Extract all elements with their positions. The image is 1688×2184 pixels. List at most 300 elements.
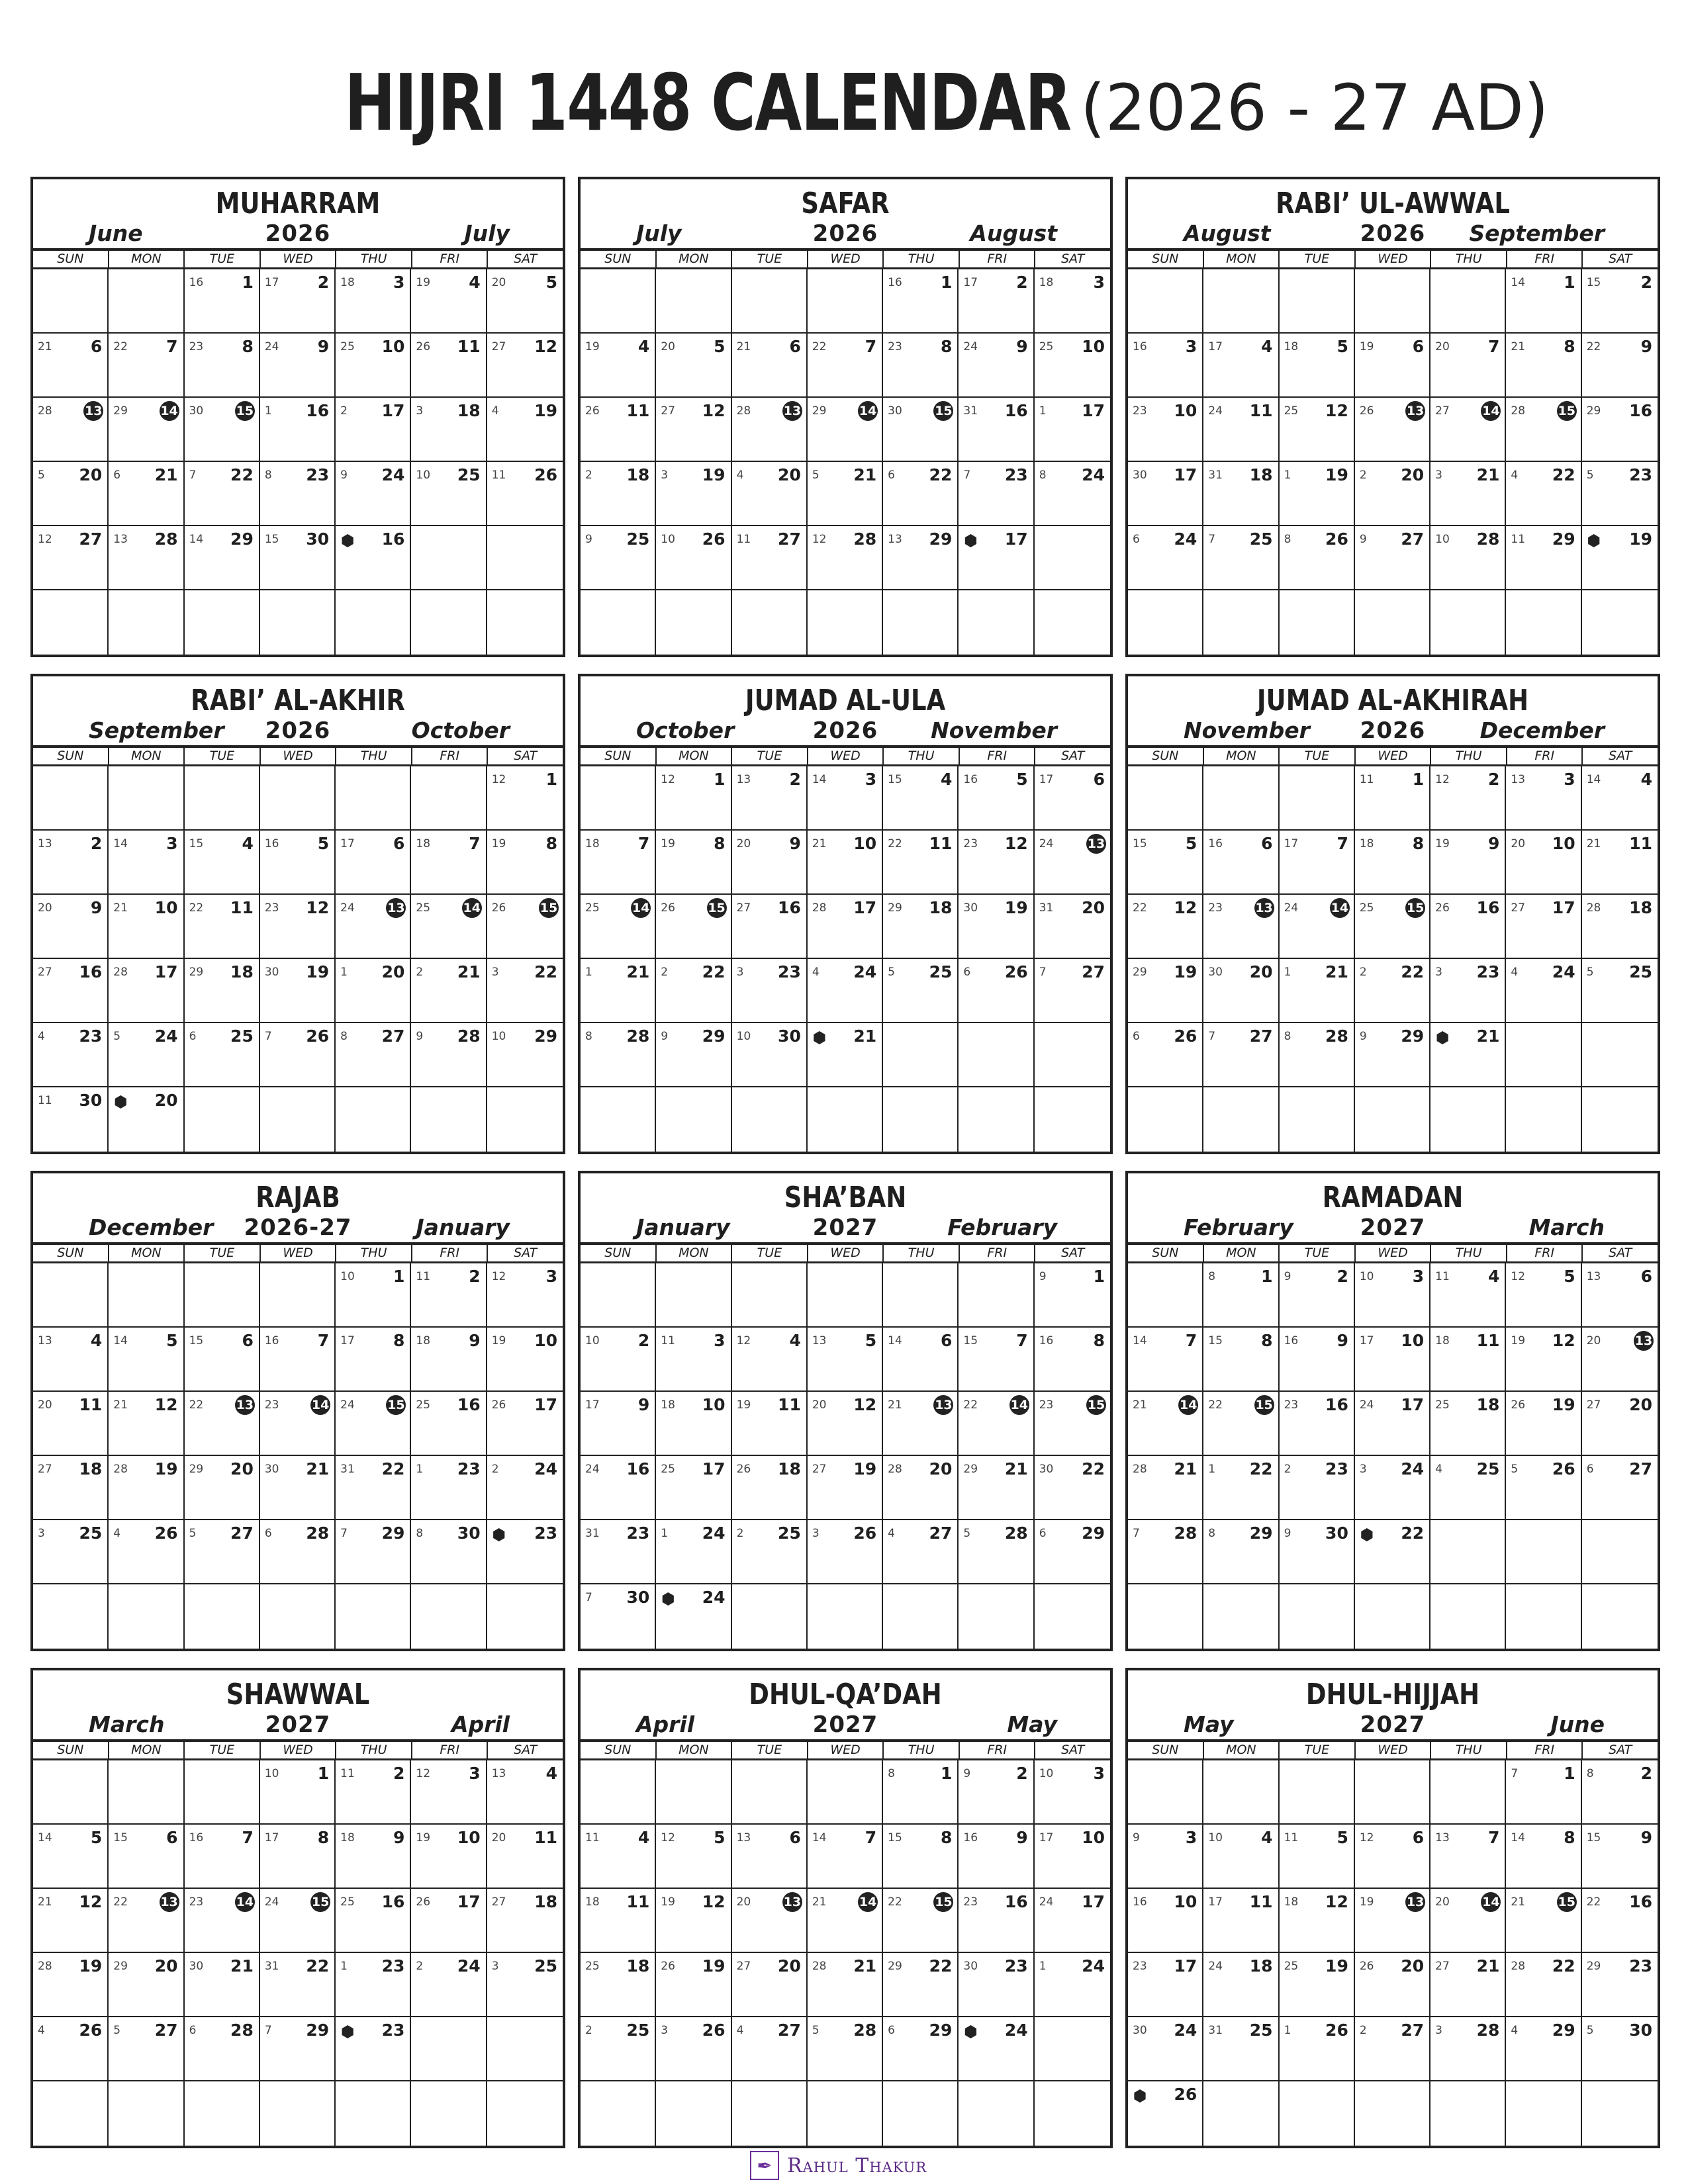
day-cell xyxy=(1203,1825,1279,1889)
hijri-date: 8 xyxy=(941,337,953,356)
day-cell xyxy=(411,1328,487,1392)
white-day-date: 14 xyxy=(858,401,878,421)
gregorian-month-end: March xyxy=(1528,1214,1605,1240)
day-cell xyxy=(1430,1760,1506,1825)
day-cell xyxy=(1582,269,1658,334)
day-cell xyxy=(1128,1087,1203,1152)
hijri-date: 19 xyxy=(1004,898,1028,917)
hijri-date: 11 xyxy=(79,1395,103,1414)
hijri-month-name: RAJAB xyxy=(256,1181,340,1214)
hijri-date: 5 xyxy=(1564,1267,1575,1286)
day-cell xyxy=(1355,334,1430,398)
new-moon-date: 16 xyxy=(381,529,405,549)
gregorian-date: 6 xyxy=(189,2024,197,2037)
day-cell xyxy=(336,766,411,831)
hijri-date: 27 xyxy=(1401,529,1425,549)
day-cell xyxy=(1582,1023,1658,1087)
weekday-label: SUN xyxy=(1128,1245,1204,1261)
hijri-date: 9 xyxy=(1640,1828,1652,1847)
gregorian-date: 3 xyxy=(736,966,744,979)
gregorian-date: 23 xyxy=(963,837,978,850)
gregorian-date: 31 xyxy=(340,1463,355,1476)
day-cell xyxy=(185,895,260,959)
hijri-date: 23 xyxy=(381,1956,405,1976)
hijri-date: 23 xyxy=(1476,962,1500,981)
gregorian-date: 8 xyxy=(416,1527,424,1540)
day-cell xyxy=(109,1328,184,1392)
hijri-date: 3 xyxy=(1412,1267,1425,1286)
hijri-date: 18 xyxy=(1249,1956,1273,1976)
gregorian-date: 24 xyxy=(585,1463,600,1476)
day-cell xyxy=(33,1520,109,1584)
gregorian-date: 10 xyxy=(1039,1767,1054,1780)
gregorian-date: 17 xyxy=(1039,773,1054,786)
gregorian-date: 18 xyxy=(1039,276,1054,289)
white-day-date: 14 xyxy=(1481,401,1501,421)
hijri-date: 25 xyxy=(79,1524,103,1543)
new-moon-icon xyxy=(1360,1528,1374,1541)
day-cell xyxy=(1280,398,1355,462)
gregorian-date: 24 xyxy=(1039,1895,1054,1909)
day-cell xyxy=(487,1584,563,1649)
gregorian-date: 19 xyxy=(661,1895,675,1909)
hijri-date: 24 xyxy=(853,962,877,981)
day-cell xyxy=(336,398,411,462)
hijri-date: 29 xyxy=(1249,1524,1273,1543)
day-cell xyxy=(487,1760,563,1825)
gregorian-month-start: May xyxy=(1184,1711,1234,1737)
day-cell xyxy=(883,1263,959,1328)
hijri-date: 12 xyxy=(702,401,726,420)
white-day-date: 15 xyxy=(1557,401,1577,421)
hijri-date: 8 xyxy=(1564,1828,1575,1847)
day-cell xyxy=(1582,1087,1658,1152)
weekday-label: FRI xyxy=(412,251,489,267)
weekday-label: TUE xyxy=(185,1742,261,1758)
weekday-label: SUN xyxy=(581,748,657,764)
hijri-month-name: MUHARRAM xyxy=(215,187,381,220)
day-cell xyxy=(33,590,109,655)
hijri-date: 28 xyxy=(457,1026,481,1046)
day-cell xyxy=(1128,1263,1203,1328)
gregorian-date: 29 xyxy=(113,1960,128,1973)
gregorian-date: 22 xyxy=(189,1398,204,1412)
day-cell xyxy=(1582,1456,1658,1520)
hijri-date: 30 xyxy=(457,1524,481,1543)
white-day-date: 15 xyxy=(310,1892,330,1912)
white-day-date: 15 xyxy=(386,1395,406,1415)
day-cell xyxy=(1203,526,1279,590)
day-cell xyxy=(487,334,563,398)
gregorian-date: 10 xyxy=(340,1270,355,1283)
hijri-date: 4 xyxy=(1261,1828,1273,1847)
hijri-date: 2 xyxy=(637,1331,650,1350)
day-cell xyxy=(883,2017,959,2081)
day-cell xyxy=(656,831,731,895)
day-cell xyxy=(1355,1953,1430,2017)
hijri-date: 22 xyxy=(702,962,726,981)
hijri-month-name: DHUL-HIJJAH xyxy=(1305,1678,1480,1711)
gregorian-date: 13 xyxy=(1435,1831,1450,1844)
gregorian-date: 7 xyxy=(264,1030,272,1043)
hijri-date: 20 xyxy=(1249,962,1273,981)
weekday-header xyxy=(33,1245,563,1263)
gregorian-date: 20 xyxy=(491,276,506,289)
hijri-date: 11 xyxy=(534,1828,557,1847)
gregorian-date: 17 xyxy=(264,276,279,289)
hijri-date: 28 xyxy=(1476,529,1500,549)
gregorian-date: 8 xyxy=(585,1030,592,1043)
day-cell xyxy=(1203,1328,1279,1392)
gregorian-date: 27 xyxy=(38,1463,52,1476)
weekday-label: SAT xyxy=(1061,1743,1085,1757)
gregorian-date: 25 xyxy=(1284,1960,1299,1973)
gregorian-date: 1 xyxy=(1284,2024,1291,2037)
day-cell xyxy=(808,959,883,1023)
hijri-date: 29 xyxy=(1082,1524,1105,1543)
gregorian-date: 1 xyxy=(661,1527,669,1540)
hijri-date: 27 xyxy=(778,2021,801,2040)
hijri-date: 24 xyxy=(154,1026,178,1046)
hijri-date: 19 xyxy=(702,1956,726,1976)
day-cell xyxy=(1506,462,1581,526)
day-cell xyxy=(1355,831,1430,895)
day-cell xyxy=(1035,831,1110,895)
new-moon-date: 19 xyxy=(1629,529,1652,549)
day-cell xyxy=(1280,1263,1355,1328)
gregorian-date: 31 xyxy=(1208,469,1223,482)
day-cell xyxy=(1203,1584,1279,1649)
month-header xyxy=(33,1670,563,1742)
weekday-label: SUN xyxy=(581,1742,657,1758)
gregorian-date: 28 xyxy=(1511,404,1526,418)
day-cell xyxy=(1035,1023,1110,1087)
hijri-date: 5 xyxy=(1336,1828,1348,1847)
hijri-date: 16 xyxy=(1004,1892,1028,1911)
gregorian-date: 9 xyxy=(585,533,592,546)
day-cell xyxy=(1430,526,1506,590)
day-cell xyxy=(1430,1584,1506,1649)
day-cell xyxy=(959,1953,1034,2017)
gregorian-date: 23 xyxy=(264,901,279,915)
day-cell xyxy=(883,1889,959,1953)
white-day-date: 14 xyxy=(462,898,482,918)
weekday-label: MON xyxy=(657,251,733,267)
day-cell xyxy=(1582,1953,1658,2017)
day-cell xyxy=(336,1760,411,1825)
hijri-date: 30 xyxy=(79,1091,103,1110)
hijri-date: 2 xyxy=(1640,273,1652,292)
day-cell xyxy=(411,766,487,831)
day-cell xyxy=(109,1087,184,1152)
day-cell xyxy=(1355,2017,1430,2081)
day-cell xyxy=(1355,1889,1430,1953)
hijri-date: 17 xyxy=(1082,1892,1105,1911)
hijri-date: 5 xyxy=(1185,834,1197,853)
gregorian-date: 27 xyxy=(736,901,751,915)
hijri-month-name: RABI’ AL-AKHIR xyxy=(191,684,405,717)
gregorian-date: 1 xyxy=(264,404,272,418)
hijri-date: 16 xyxy=(306,401,330,420)
day-cell xyxy=(883,831,959,895)
gregorian-date: 6 xyxy=(113,469,121,482)
day-cell xyxy=(411,1520,487,1584)
hijri-date: 26 xyxy=(1552,1459,1575,1479)
gregorian-date: 8 xyxy=(888,1767,895,1780)
hijri-date: 2 xyxy=(393,1764,405,1783)
hijri-date: 10 xyxy=(702,1395,726,1414)
gregorian-date: 20 xyxy=(491,1831,506,1844)
day-cell xyxy=(336,1392,411,1456)
day-cell xyxy=(1035,462,1110,526)
day-cell xyxy=(260,1456,336,1520)
hijri-date: 7 xyxy=(469,834,481,853)
month-block xyxy=(1125,1171,1660,1651)
hijri-date: 22 xyxy=(1082,1459,1105,1479)
day-cell xyxy=(336,1889,411,1953)
day-cell xyxy=(883,1087,959,1152)
hijri-date: 26 xyxy=(702,2021,726,2040)
hijri-date: 24 xyxy=(1552,962,1575,981)
hijri-date: 29 xyxy=(230,529,254,549)
hijri-date: 6 xyxy=(393,834,405,853)
gregorian-date: 14 xyxy=(38,1831,52,1844)
day-cell xyxy=(1203,959,1279,1023)
hijri-date: 30 xyxy=(1629,2021,1652,2040)
hijri-month-name: RAMADAN xyxy=(1322,1181,1464,1214)
day-cell xyxy=(1203,1392,1279,1456)
gregorian-month-end: November xyxy=(931,717,1057,743)
hijri-date: 26 xyxy=(154,1524,178,1543)
day-cell xyxy=(732,895,808,959)
hijri-date: 28 xyxy=(230,2021,254,2040)
hijri-date: 16 xyxy=(1629,401,1652,420)
day-cell xyxy=(808,590,883,655)
day-cell xyxy=(1203,398,1279,462)
gregorian-date: 4 xyxy=(1511,966,1519,979)
month-header xyxy=(33,179,563,251)
gregorian-date: 27 xyxy=(661,404,675,418)
hijri-date: 30 xyxy=(1325,1524,1348,1543)
hijri-date: 12 xyxy=(534,337,557,356)
day-cell xyxy=(1582,831,1658,895)
gregorian-month-end: May xyxy=(1007,1711,1057,1737)
gregorian-date: 16 xyxy=(264,837,279,850)
day-cell xyxy=(1128,2017,1203,2081)
hijri-date: 11 xyxy=(626,1892,650,1911)
hijri-date: 3 xyxy=(469,1764,481,1783)
day-cell xyxy=(1582,895,1658,959)
hijri-date: 28 xyxy=(306,1524,330,1543)
hijri-date: 11 xyxy=(1476,1331,1500,1350)
hijri-date: 23 xyxy=(79,1026,103,1046)
hijri-date: 4 xyxy=(789,1331,801,1350)
gregorian-date: 27 xyxy=(1435,1960,1450,1973)
day-cell xyxy=(1582,1520,1658,1584)
day-cell xyxy=(581,590,656,655)
hijri-month-name: JUMAD AL-ULA xyxy=(745,684,946,717)
day-cell xyxy=(487,462,563,526)
day-cell xyxy=(808,1328,883,1392)
hijri-date: 21 xyxy=(626,962,650,981)
day-cell xyxy=(656,1023,731,1087)
day-cell xyxy=(411,1087,487,1152)
day-cell xyxy=(1506,1023,1581,1087)
calendar-grid xyxy=(30,177,1660,2148)
new-moon-icon xyxy=(813,1031,826,1044)
day-cell xyxy=(656,2081,731,2146)
weekday-header xyxy=(33,1742,563,1760)
gregorian-date: 7 xyxy=(189,469,197,482)
day-cell xyxy=(959,1263,1034,1328)
day-cell xyxy=(487,2017,563,2081)
hijri-date: 6 xyxy=(242,1331,254,1350)
gregorian-date: 30 xyxy=(888,404,902,418)
weekday-label: SAT xyxy=(1061,251,1085,266)
white-day-date: 13 xyxy=(83,401,103,421)
weekday-label: WED xyxy=(261,251,337,267)
day-cell xyxy=(1128,1584,1203,1649)
day-cell xyxy=(1506,334,1581,398)
gregorian-month-start: October xyxy=(636,717,735,743)
day-cell xyxy=(959,766,1034,831)
hijri-date: 27 xyxy=(1249,1026,1273,1046)
gregorian-date: 23 xyxy=(888,340,902,353)
day-cell xyxy=(33,1584,109,1649)
hijri-date: 30 xyxy=(306,529,330,549)
day-cell xyxy=(1035,590,1110,655)
day-cell xyxy=(656,895,731,959)
hijri-date: 24 xyxy=(1082,1956,1105,1976)
day-cell xyxy=(656,334,731,398)
month-year: 2027 xyxy=(265,1711,331,1738)
day-cell xyxy=(581,1584,656,1649)
weekday-header xyxy=(1128,1245,1658,1263)
hijri-date: 3 xyxy=(1093,273,1105,292)
gregorian-date: 5 xyxy=(1586,469,1594,482)
gregorian-date: 22 xyxy=(1208,1398,1223,1412)
gregorian-date: 13 xyxy=(736,773,751,786)
hijri-date: 11 xyxy=(1249,401,1273,420)
gregorian-date: 6 xyxy=(1039,1527,1047,1540)
hijri-date: 12 xyxy=(1552,1331,1575,1350)
day-cell xyxy=(411,2017,487,2081)
day-cell xyxy=(109,1889,184,1953)
hijri-date: 2 xyxy=(1336,1267,1348,1286)
hijri-date: 18 xyxy=(457,401,481,420)
day-cell xyxy=(1430,1263,1506,1328)
day-cell xyxy=(1430,398,1506,462)
day-cell xyxy=(581,959,656,1023)
month-header xyxy=(33,1173,563,1245)
hijri-date: 20 xyxy=(154,1956,178,1976)
gregorian-date: 10 xyxy=(491,1030,506,1043)
weekday-label: MON xyxy=(1204,1742,1280,1758)
gregorian-date: 20 xyxy=(1435,340,1450,353)
gregorian-date: 15 xyxy=(1586,276,1601,289)
new-moon-date: 26 xyxy=(1174,2085,1197,2104)
weekday-label: SUN xyxy=(33,1245,109,1261)
day-cell xyxy=(1506,1889,1581,1953)
hijri-date: 25 xyxy=(626,2021,650,2040)
hijri-date: 3 xyxy=(714,1331,726,1350)
day-cell xyxy=(33,2017,109,2081)
day-cell xyxy=(959,590,1034,655)
hijri-date: 20 xyxy=(778,465,801,484)
day-cell xyxy=(411,269,487,334)
day-cell xyxy=(260,1889,336,1953)
weekday-label: FRI xyxy=(960,1742,1036,1758)
gregorian-date: 4 xyxy=(736,469,744,482)
hijri-date: 27 xyxy=(381,1026,405,1046)
hijri-date: 10 xyxy=(534,1331,557,1350)
hijri-date: 5 xyxy=(714,1828,726,1847)
day-cell xyxy=(336,334,411,398)
hijri-date: 17 xyxy=(534,1395,557,1414)
hijri-date: 18 xyxy=(534,1892,557,1911)
hijri-date: 17 xyxy=(853,898,877,917)
gregorian-date: 8 xyxy=(1284,533,1291,546)
white-day-date: 14 xyxy=(1178,1395,1198,1415)
gregorian-date: 23 xyxy=(189,340,204,353)
day-cell xyxy=(1355,895,1430,959)
gregorian-date: 2 xyxy=(1359,469,1367,482)
hijri-date: 7 xyxy=(1488,337,1500,356)
hijri-date: 26 xyxy=(702,529,726,549)
day-cell xyxy=(732,1953,808,2017)
gregorian-date: 9 xyxy=(1133,1831,1140,1844)
day-cell xyxy=(883,1456,959,1520)
gregorian-date: 17 xyxy=(1208,1895,1223,1909)
gregorian-date: 18 xyxy=(1435,1334,1450,1347)
gregorian-date: 28 xyxy=(888,1463,902,1476)
gregorian-date: 31 xyxy=(264,1960,279,1973)
day-cell xyxy=(1430,269,1506,334)
day-cell xyxy=(1430,2017,1506,2081)
day-cell xyxy=(1128,1825,1203,1889)
day-cell xyxy=(1582,1328,1658,1392)
hijri-date: 29 xyxy=(381,1524,405,1543)
gregorian-date: 2 xyxy=(585,2024,592,2037)
gregorian-date: 30 xyxy=(189,404,204,418)
new-moon-date: 22 xyxy=(1401,1524,1425,1543)
hijri-date: 7 xyxy=(865,1828,877,1847)
gregorian-date: 17 xyxy=(340,837,355,850)
hijri-date: 18 xyxy=(626,1956,650,1976)
day-cell xyxy=(581,526,656,590)
day-cell xyxy=(1506,1520,1581,1584)
day-cell xyxy=(109,398,184,462)
hijri-date: 10 xyxy=(457,1828,481,1847)
gregorian-date: 12 xyxy=(661,773,675,786)
gregorian-date: 16 xyxy=(888,276,902,289)
gregorian-date: 27 xyxy=(491,1895,506,1909)
day-cell xyxy=(1128,1889,1203,1953)
weekday-label: THU xyxy=(1431,1245,1507,1261)
gregorian-date: 25 xyxy=(416,1398,431,1412)
hijri-date: 3 xyxy=(1564,770,1575,789)
gregorian-date: 25 xyxy=(661,1463,675,1476)
weekday-label: SAT xyxy=(514,1743,538,1757)
hijri-date: 7 xyxy=(1488,1828,1500,1847)
day-cell xyxy=(1582,959,1658,1023)
gregorian-date: 22 xyxy=(1586,1895,1601,1909)
hijri-date: 30 xyxy=(626,1588,650,1607)
day-cell xyxy=(1430,831,1506,895)
weekday-label: WED xyxy=(261,748,337,764)
hijri-date: 26 xyxy=(1174,1026,1197,1046)
day-cell xyxy=(656,590,731,655)
